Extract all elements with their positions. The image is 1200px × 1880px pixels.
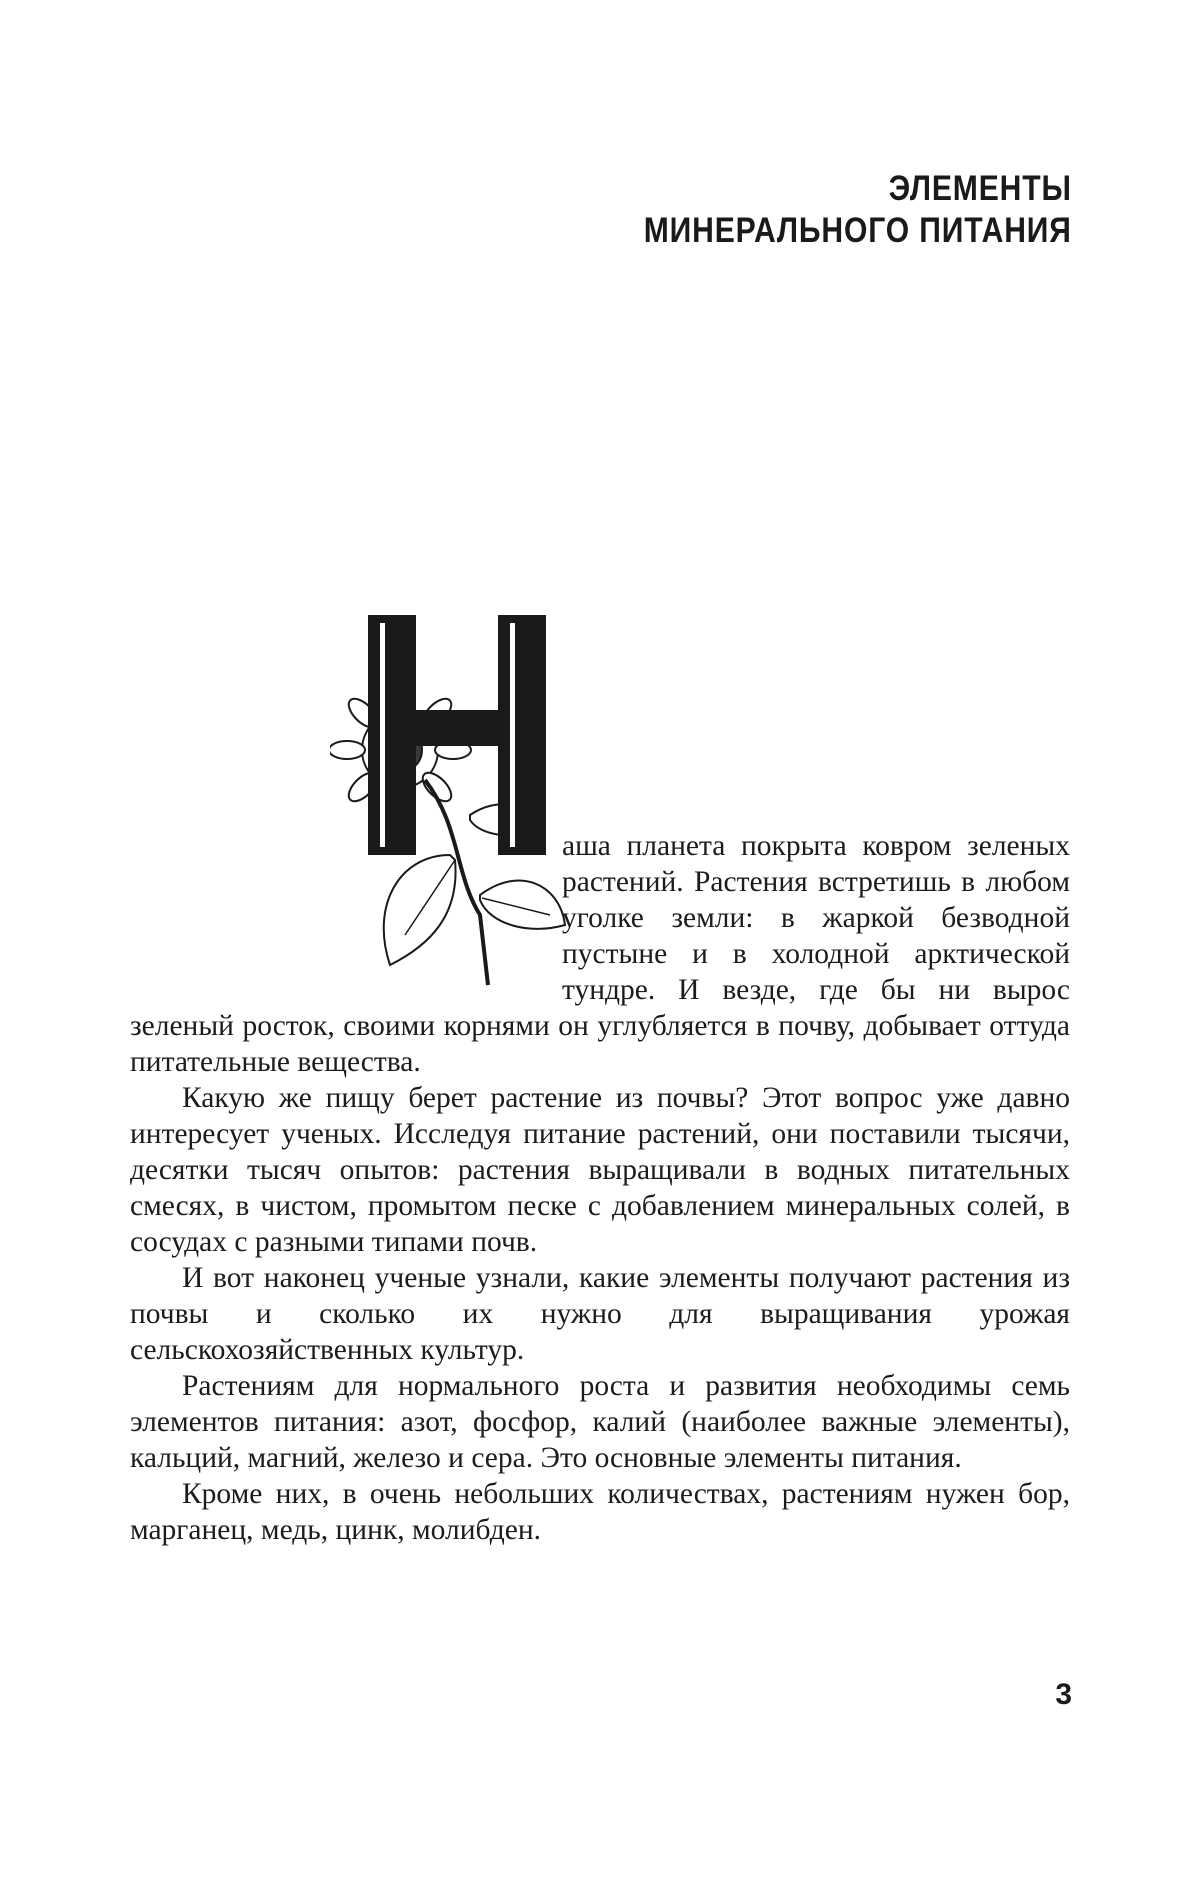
chapter-title	[644, 168, 1072, 252]
dropcap-spacer	[130, 828, 562, 1008]
page-number: 3	[1055, 1678, 1072, 1711]
paragraph-3: И вот наконец ученые узнали, какие элементы получают растения из почвы и сколько их нужно для выращивания урожая сельскохозяйственных культур.	[130, 1262, 1070, 1366]
paragraph-1	[130, 828, 1070, 1080]
paragraph-5: Кроме них, в очень небольших количествах, растениям нужен бор, марганец, медь, цинк, молибден.	[130, 1478, 1070, 1546]
paragraph-2: Какую же пищу берет растение из почвы? Этот вопрос уже давно интересует ученых. Исследуя питание растений, они поставили тысячи, десятки тысяч опытов: растения выращивали в водных питательных смесях, в чистом, промытом песке с добавлением минеральных солей, в сосудах с разными типами почв.	[130, 1082, 1070, 1258]
paragraph-4: Растениям для нормального роста и развития необходимы семь элементов питания: азот, фосфор, калий (наиболее важные элементы), кальций, магний, железо и сера. Это основные элементы питания.	[130, 1370, 1070, 1474]
chapter-title-line-1: ЭЛЕМЕНТЫ	[888, 169, 1072, 208]
chapter-title-line-2: МИНЕРАЛЬНОГО ПИТАНИЯ	[643, 211, 1072, 250]
paragraph-1-text: аша планета покрыта ковром зеленых растений. Растения встретишь в любом уголке земли: в жаркой безводной пустыне и в холодной арктической тундре. И везде, где бы ни вырос зеленый росток, своими корнями он углубляется в почву, добывает оттуда питательные вещества.	[130, 830, 1070, 1078]
body-text	[130, 828, 1070, 1548]
